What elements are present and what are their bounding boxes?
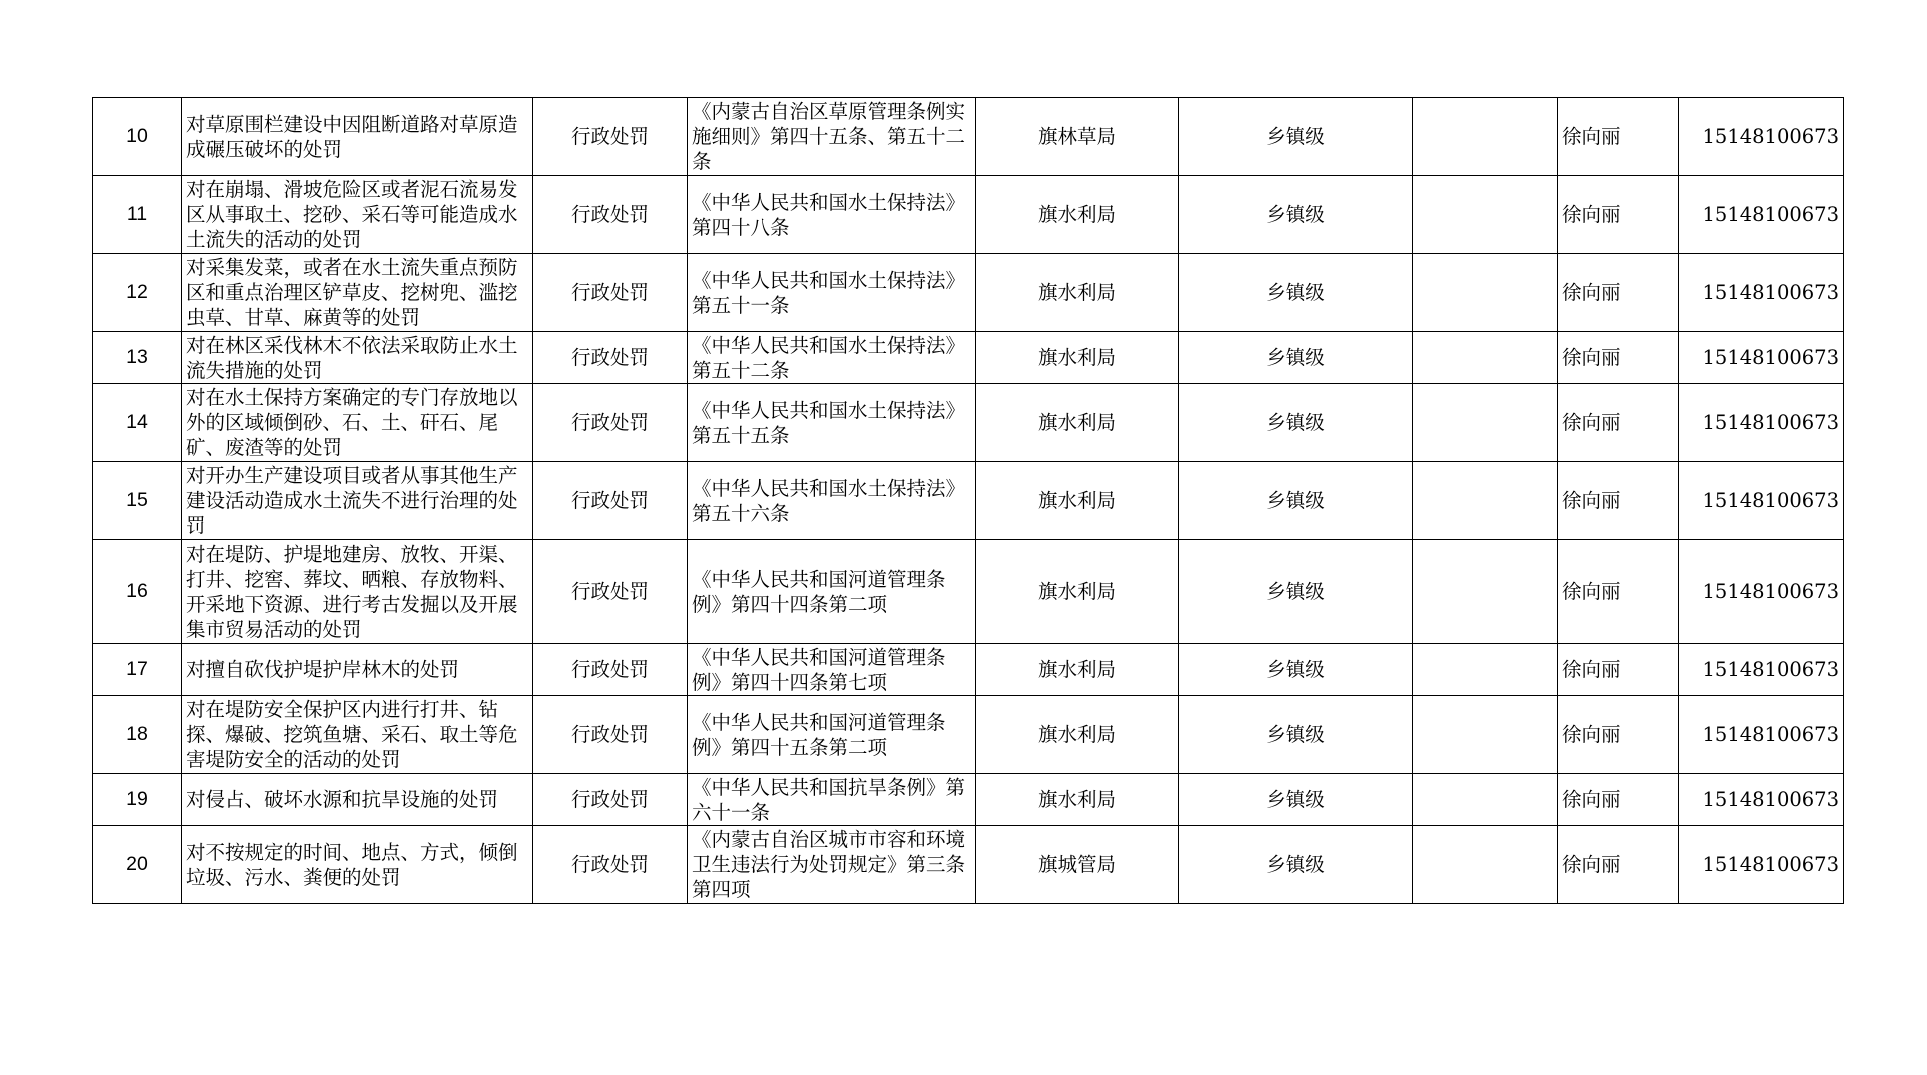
item-type-cell [533, 774, 688, 826]
level-cell [1179, 462, 1413, 540]
level-cell [1179, 332, 1413, 384]
row-number-text: 14 [126, 411, 148, 433]
department-text: 旗林草局 [1037, 125, 1116, 148]
phone-text: 15148100673 [1702, 788, 1839, 811]
contact-person-cell [1558, 826, 1679, 904]
blank-cell [1413, 98, 1558, 176]
blank-cell [1413, 644, 1558, 696]
blank-cell [1413, 176, 1558, 254]
contact-person-text: 徐向丽 [1562, 125, 1621, 148]
phone-text: 15148100673 [1702, 203, 1839, 226]
item-name-cell [182, 254, 533, 332]
department-text: 旗水利局 [1037, 489, 1116, 512]
contact-person-cell [1558, 332, 1679, 384]
row-number-cell [93, 826, 182, 904]
row-number-cell [93, 540, 182, 644]
contact-person-text: 徐向丽 [1562, 788, 1621, 811]
blank-cell [1413, 826, 1558, 904]
item-type-cell [533, 540, 688, 644]
contact-person-text: 徐向丽 [1562, 723, 1621, 746]
row-number-text: 10 [126, 125, 148, 147]
item-name-text: 对草原围栏建设中因阻断道路对草原造成碾压破坏的处罚 [186, 112, 518, 161]
item-type-text: 行政处罚 [570, 281, 649, 304]
item-type-text: 行政处罚 [570, 723, 649, 746]
contact-person-text: 徐向丽 [1562, 281, 1621, 304]
item-type-text: 行政处罚 [570, 580, 649, 603]
contact-person-text: 徐向丽 [1562, 346, 1621, 369]
level-cell [1179, 98, 1413, 176]
item-name-text: 对在堤防安全保护区内进行打井、钻探、爆破、挖筑鱼塘、采石、取土等危害堤防安全的活动的处罚 [186, 698, 518, 771]
contact-person-text: 徐向丽 [1562, 580, 1621, 603]
item-name-cell [182, 696, 533, 774]
phone-cell [1679, 774, 1844, 826]
table-row [93, 384, 1844, 462]
item-name-cell [182, 332, 533, 384]
legal-basis-text: 《中华人民共和国河道管理条例》第四十四条第二项 [692, 567, 946, 616]
phone-text: 15148100673 [1702, 411, 1839, 434]
item-name-text: 对不按规定的时间、地点、方式，倾倒垃圾、污水、粪便的处罚 [186, 840, 518, 889]
department-cell [976, 462, 1179, 540]
phone-text: 15148100673 [1702, 853, 1839, 876]
phone-cell [1679, 696, 1844, 774]
item-name-text: 对开办生产建设项目或者从事其他生产建设活动造成水土流失不进行治理的处罚 [186, 464, 518, 537]
legal-basis-cell [688, 462, 976, 540]
penalty-list-table [92, 97, 1844, 904]
level-cell [1179, 774, 1413, 826]
legal-basis-text: 《中华人民共和国水土保持法》第四十八条 [692, 190, 966, 239]
row-number-cell [93, 176, 182, 254]
level-cell [1179, 254, 1413, 332]
item-type-text: 行政处罚 [570, 658, 649, 681]
item-type-cell [533, 644, 688, 696]
legal-basis-cell [688, 696, 976, 774]
item-name-cell [182, 774, 533, 826]
table-row [93, 696, 1844, 774]
row-number-text: 19 [126, 788, 148, 810]
level-text: 乡镇级 [1266, 788, 1325, 811]
blank-cell [1413, 774, 1558, 826]
row-number-text: 13 [126, 346, 148, 368]
item-type-text: 行政处罚 [570, 125, 649, 148]
department-text: 旗水利局 [1037, 723, 1116, 746]
legal-basis-text: 《中华人民共和国水土保持法》第五十五条 [692, 398, 966, 447]
department-text: 旗水利局 [1037, 411, 1116, 434]
table-row [93, 332, 1844, 384]
department-cell [976, 98, 1179, 176]
level-cell [1179, 696, 1413, 774]
row-number-cell [93, 462, 182, 540]
item-name-text: 对擅自砍伐护堤护岸林木的处罚 [186, 658, 460, 681]
contact-person-cell [1558, 384, 1679, 462]
legal-basis-cell [688, 332, 976, 384]
department-text: 旗水利局 [1037, 281, 1116, 304]
item-name-cell [182, 176, 533, 254]
blank-cell [1413, 540, 1558, 644]
level-cell [1179, 826, 1413, 904]
legal-basis-text: 《中华人民共和国河道管理条例》第四十四条第七项 [692, 645, 946, 694]
row-number-cell [93, 98, 182, 176]
item-type-text: 行政处罚 [570, 853, 649, 876]
phone-cell [1679, 98, 1844, 176]
item-name-text: 对侵占、破坏水源和抗旱设施的处罚 [186, 788, 499, 811]
item-type-cell [533, 384, 688, 462]
department-text: 旗水利局 [1037, 788, 1116, 811]
contact-person-cell [1558, 462, 1679, 540]
level-text: 乡镇级 [1266, 723, 1325, 746]
level-text: 乡镇级 [1266, 658, 1325, 681]
legal-basis-text: 《中华人民共和国河道管理条例》第四十五条第二项 [692, 710, 946, 759]
item-type-text: 行政处罚 [570, 411, 649, 434]
phone-text: 15148100673 [1702, 125, 1839, 148]
level-text: 乡镇级 [1266, 125, 1325, 148]
contact-person-text: 徐向丽 [1562, 658, 1621, 681]
phone-cell [1679, 644, 1844, 696]
contact-person-cell [1558, 696, 1679, 774]
level-text: 乡镇级 [1266, 580, 1325, 603]
row-number-cell [93, 644, 182, 696]
item-type-cell [533, 696, 688, 774]
contact-person-text: 徐向丽 [1562, 489, 1621, 512]
table-row [93, 826, 1844, 904]
legal-basis-cell [688, 98, 976, 176]
contact-person-text: 徐向丽 [1562, 203, 1621, 226]
phone-text: 15148100673 [1702, 281, 1839, 304]
department-cell [976, 826, 1179, 904]
row-number-text: 11 [126, 203, 148, 225]
item-name-text: 对在水土保持方案确定的专门存放地以外的区域倾倒砂、石、土、矸石、尾矿、废渣等的处罚 [186, 386, 518, 459]
item-name-cell [182, 644, 533, 696]
item-type-cell [533, 254, 688, 332]
item-name-cell [182, 98, 533, 176]
item-type-text: 行政处罚 [570, 346, 649, 369]
level-text: 乡镇级 [1266, 411, 1325, 434]
phone-cell [1679, 826, 1844, 904]
contact-person-cell [1558, 644, 1679, 696]
department-cell [976, 644, 1179, 696]
phone-text: 15148100673 [1702, 580, 1839, 603]
phone-text: 15148100673 [1702, 489, 1839, 512]
contact-person-cell [1558, 540, 1679, 644]
phone-text: 15148100673 [1702, 346, 1839, 369]
department-cell [976, 696, 1179, 774]
department-cell [976, 384, 1179, 462]
row-number-cell [93, 384, 182, 462]
item-name-text: 对在堤防、护堤地建房、放牧、开渠、打井、挖窖、葬坟、晒粮、存放物料、开采地下资源、进行考古发掘以及开展集市贸易活动的处罚 [186, 542, 518, 641]
row-number-text: 17 [126, 658, 148, 680]
table-row [93, 462, 1844, 540]
row-number-text: 20 [126, 853, 148, 875]
item-name-cell [182, 826, 533, 904]
legal-basis-text: 《中华人民共和国水土保持法》第五十一条 [692, 268, 966, 317]
department-cell [976, 332, 1179, 384]
department-cell [976, 254, 1179, 332]
item-name-text: 对采集发菜，或者在水土流失重点预防区和重点治理区铲草皮、挖树兜、滥挖虫草、甘草、麻黄等的处罚 [186, 256, 518, 329]
contact-person-cell [1558, 254, 1679, 332]
table-row [93, 540, 1844, 644]
legal-basis-text: 《中华人民共和国水土保持法》第五十二条 [692, 333, 966, 382]
table-row [93, 98, 1844, 176]
row-number-cell [93, 774, 182, 826]
row-number-text: 12 [126, 281, 148, 303]
item-name-cell [182, 384, 533, 462]
phone-cell [1679, 462, 1844, 540]
row-number-cell [93, 696, 182, 774]
row-number-cell [93, 254, 182, 332]
level-cell [1179, 644, 1413, 696]
department-cell [976, 176, 1179, 254]
department-cell [976, 774, 1179, 826]
contact-person-cell [1558, 774, 1679, 826]
department-text: 旗城管局 [1037, 853, 1116, 876]
legal-basis-cell [688, 774, 976, 826]
blank-cell [1413, 696, 1558, 774]
row-number-text: 16 [126, 580, 148, 602]
phone-cell [1679, 176, 1844, 254]
level-cell [1179, 176, 1413, 254]
table-body [93, 98, 1844, 904]
contact-person-cell [1558, 176, 1679, 254]
level-cell [1179, 540, 1413, 644]
phone-cell [1679, 254, 1844, 332]
row-number-text: 15 [126, 489, 148, 511]
phone-cell [1679, 384, 1844, 462]
item-type-text: 行政处罚 [570, 203, 649, 226]
legal-basis-cell [688, 644, 976, 696]
department-text: 旗水利局 [1037, 658, 1116, 681]
legal-basis-text: 《内蒙古自治区城市市容和环境卫生违法行为处罚规定》第三条第四项 [692, 828, 966, 901]
item-type-text: 行政处罚 [570, 788, 649, 811]
contact-person-text: 徐向丽 [1562, 411, 1621, 434]
phone-text: 15148100673 [1702, 723, 1839, 746]
item-name-text: 对在崩塌、滑坡危险区或者泥石流易发区从事取土、挖砂、采石等可能造成水土流失的活动的处罚 [186, 178, 518, 251]
legal-basis-cell [688, 176, 976, 254]
item-type-text: 行政处罚 [570, 489, 649, 512]
table-row [93, 176, 1844, 254]
item-name-cell [182, 540, 533, 644]
legal-basis-cell [688, 254, 976, 332]
legal-basis-text: 《中华人民共和国水土保持法》第五十六条 [692, 476, 966, 525]
legal-basis-text: 《中华人民共和国抗旱条例》第六十一条 [692, 775, 966, 824]
level-text: 乡镇级 [1266, 203, 1325, 226]
department-text: 旗水利局 [1037, 346, 1116, 369]
item-type-cell [533, 462, 688, 540]
blank-cell [1413, 384, 1558, 462]
item-type-cell [533, 98, 688, 176]
contact-person-cell [1558, 98, 1679, 176]
level-text: 乡镇级 [1266, 346, 1325, 369]
blank-cell [1413, 332, 1558, 384]
row-number-text: 18 [126, 723, 148, 745]
blank-cell [1413, 254, 1558, 332]
department-text: 旗水利局 [1037, 203, 1116, 226]
level-text: 乡镇级 [1266, 281, 1325, 304]
legal-basis-cell [688, 540, 976, 644]
table-row [93, 254, 1844, 332]
item-type-cell [533, 176, 688, 254]
phone-cell [1679, 332, 1844, 384]
table-row [93, 774, 1844, 826]
department-cell [976, 540, 1179, 644]
legal-basis-cell [688, 826, 976, 904]
level-text: 乡镇级 [1266, 853, 1325, 876]
legal-basis-cell [688, 384, 976, 462]
contact-person-text: 徐向丽 [1562, 853, 1621, 876]
blank-cell [1413, 462, 1558, 540]
level-cell [1179, 384, 1413, 462]
table-row [93, 644, 1844, 696]
level-text: 乡镇级 [1266, 489, 1325, 512]
phone-cell [1679, 540, 1844, 644]
row-number-cell [93, 332, 182, 384]
item-name-text: 对在林区采伐林木不依法采取防止水土流失措施的处罚 [186, 333, 518, 382]
item-type-cell [533, 826, 688, 904]
department-text: 旗水利局 [1037, 580, 1116, 603]
item-name-cell [182, 462, 533, 540]
phone-text: 15148100673 [1702, 658, 1839, 681]
legal-basis-text: 《内蒙古自治区草原管理条例实施细则》第四十五条、第五十二条 [692, 100, 966, 173]
item-type-cell [533, 332, 688, 384]
